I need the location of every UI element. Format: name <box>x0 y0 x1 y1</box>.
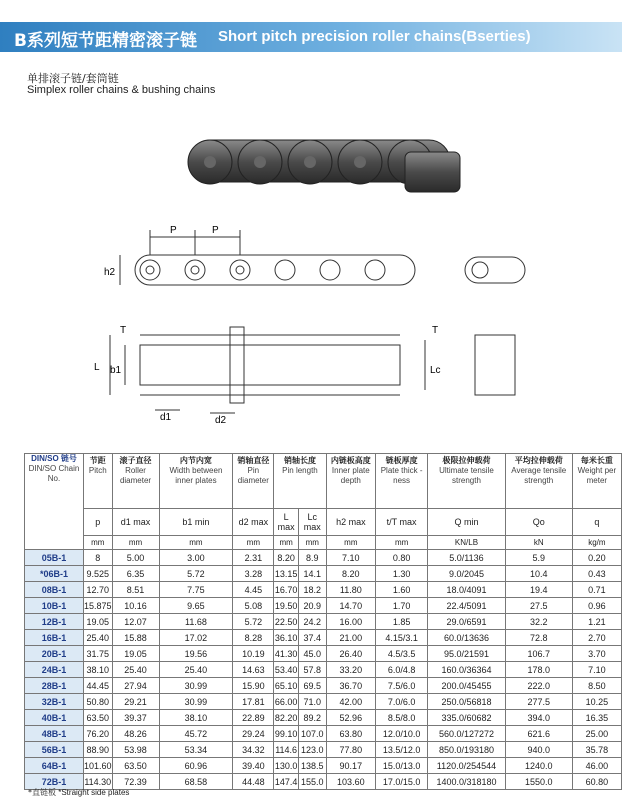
table-cell: 42.00 <box>326 694 375 710</box>
table-cell: 12.0/10.0 <box>376 726 428 742</box>
col-symbol: t/T max <box>376 509 428 536</box>
table-cell: 63.50 <box>112 758 159 774</box>
table-cell: 20.9 <box>298 598 326 614</box>
title-cn: B系列短节距精密滚子链 <box>14 31 197 51</box>
table-cell: 8.28 <box>233 630 274 646</box>
table-cell: 72.8 <box>505 630 572 646</box>
col-header-en: Roller diameter <box>119 466 152 485</box>
col-header-0 <box>84 454 113 509</box>
table-row <box>25 662 622 678</box>
title-banner <box>0 22 622 52</box>
table-cell: 29.24 <box>233 726 274 742</box>
table-cell: 22.50 <box>274 614 299 630</box>
col-symbol: d1 max <box>112 509 159 536</box>
table-row <box>25 678 622 694</box>
table-cell: 25.40 <box>159 662 233 678</box>
table-cell: 14.70 <box>326 598 375 614</box>
table-cell: 26.40 <box>326 646 375 662</box>
table-cell: 114.30 <box>84 774 113 790</box>
table-cell: 90.17 <box>326 758 375 774</box>
label-l: L <box>94 362 100 373</box>
table-cell: 138.5 <box>298 758 326 774</box>
table-cell: 39.40 <box>233 758 274 774</box>
table-cell: 89.2 <box>298 710 326 726</box>
table-row <box>25 630 622 646</box>
subtitle-en: Simplex roller chains & bushing chains <box>27 84 216 96</box>
chain-no-cell: 32B-1 <box>25 694 84 710</box>
table-cell: 7.10 <box>572 662 621 678</box>
col-header-1 <box>112 454 159 509</box>
table-cell: 130.0 <box>274 758 299 774</box>
label-d2: d2 <box>215 415 227 426</box>
din-head-en: DIN/SO Chain No. <box>28 464 80 483</box>
table-cell: 68.58 <box>159 774 233 790</box>
col-header-9 <box>505 454 572 509</box>
table-cell: 1.60 <box>376 582 428 598</box>
col-header-cn: 内节内宽 <box>179 456 212 465</box>
chain-no-cell: 05B-1 <box>25 550 84 566</box>
table-cell: 33.20 <box>326 662 375 678</box>
col-header-3 <box>233 454 274 509</box>
label-p2: P <box>212 225 219 236</box>
table-cell: 14.1 <box>298 566 326 582</box>
table-cell: 44.45 <box>84 678 113 694</box>
col-header-en: Inner plate depth <box>331 466 370 485</box>
table-cell: 7.75 <box>159 582 233 598</box>
table-cell: 1240.0 <box>505 758 572 774</box>
table-cell: 12.07 <box>112 614 159 630</box>
table-cell: 101.60 <box>84 758 113 774</box>
table-cell: 0.80 <box>376 550 428 566</box>
table-cell: 48.26 <box>112 726 159 742</box>
table-cell: 88.90 <box>84 742 113 758</box>
table-cell: 7.5/6.0 <box>376 678 428 694</box>
col-unit: mm <box>233 536 274 550</box>
table-cell: 335.0/60682 <box>428 710 506 726</box>
table-cell: 107.0 <box>298 726 326 742</box>
chain-no-cell: 16B-1 <box>25 630 84 646</box>
table-cell: 63.80 <box>326 726 375 742</box>
title-en: Short pitch precision roller chains(Bserties) <box>218 28 531 45</box>
table-cell: 103.60 <box>326 774 375 790</box>
table-cell: 9.525 <box>84 566 113 582</box>
table-cell: 123.0 <box>298 742 326 758</box>
col-symbol: d2 max <box>233 509 274 536</box>
col-unit: mm <box>326 536 375 550</box>
table-cell: 1.70 <box>376 598 428 614</box>
table-cell: 1120.0/254544 <box>428 758 506 774</box>
table-cell: 65.10 <box>274 678 299 694</box>
col-unit: mm <box>84 536 113 550</box>
col-unit: mm <box>112 536 159 550</box>
table-cell: 19.4 <box>505 582 572 598</box>
subtitle-cn: 单排滚子链/套筒链 <box>27 72 119 85</box>
table-cell: 16.70 <box>274 582 299 598</box>
table-cell: 8.51 <box>112 582 159 598</box>
col-header-cn: 销轴长度 <box>283 456 316 465</box>
col-header-cn: 极限拉伸载荷 <box>442 456 491 465</box>
table-cell: 82.20 <box>274 710 299 726</box>
table-cell: 8.20 <box>274 550 299 566</box>
table-cell: 3.28 <box>233 566 274 582</box>
din-chain-no-header <box>25 454 84 550</box>
table-cell: 8.50 <box>572 678 621 694</box>
chain-no-cell: 48B-1 <box>25 726 84 742</box>
table-cell: 8.5/8.0 <box>376 710 428 726</box>
table-cell: 63.50 <box>84 710 113 726</box>
table-cell: 14.63 <box>233 662 274 678</box>
table-cell: 99.10 <box>274 726 299 742</box>
col-symbol: q <box>572 509 621 536</box>
col-header-en: Pin diameter <box>237 466 269 485</box>
label-b1: b1 <box>110 365 122 376</box>
col-unit: mm <box>274 536 299 550</box>
col-unit: mm <box>298 536 326 550</box>
table-cell: 277.5 <box>505 694 572 710</box>
table-cell: 222.0 <box>505 678 572 694</box>
table-row <box>25 550 622 566</box>
table-row <box>25 566 622 582</box>
table-row <box>25 694 622 710</box>
table-cell: 21.00 <box>326 630 375 646</box>
table-cell: 250.0/56818 <box>428 694 506 710</box>
table-cell: 6.0/4.8 <box>376 662 428 678</box>
col-unit: kN <box>505 536 572 550</box>
table-cell: 2.70 <box>572 630 621 646</box>
table-cell: 36.10 <box>274 630 299 646</box>
table-cell: 24.2 <box>298 614 326 630</box>
col-header-cn: 内链板高度 <box>330 456 371 465</box>
chain-photo <box>180 122 470 212</box>
table-cell: 60.0/13636 <box>428 630 506 646</box>
col-unit: KN/LB <box>428 536 506 550</box>
chain-no-cell: 56B-1 <box>25 742 84 758</box>
table-cell: 4.45 <box>233 582 274 598</box>
table-cell: 60.80 <box>572 774 621 790</box>
table-cell: 5.00 <box>112 550 159 566</box>
col-header-cn: 销轴直径 <box>237 456 270 465</box>
col-header-en: Ultimate tensile strength <box>439 466 494 485</box>
table-cell: 1.30 <box>376 566 428 582</box>
table-cell: 5.0/1136 <box>428 550 506 566</box>
col-header-6 <box>326 454 375 509</box>
table-cell: 30.99 <box>159 694 233 710</box>
col-header-7 <box>376 454 428 509</box>
table-cell: 50.80 <box>84 694 113 710</box>
table-cell: 18.2 <box>298 582 326 598</box>
table-cell: 0.71 <box>572 582 621 598</box>
spec-table <box>24 453 622 790</box>
table-cell: 45.72 <box>159 726 233 742</box>
table-cell: 155.0 <box>298 774 326 790</box>
table-cell: 10.19 <box>233 646 274 662</box>
col-header-cn: 链板厚度 <box>385 456 418 465</box>
table-cell: 394.0 <box>505 710 572 726</box>
chain-no-cell: *06B-1 <box>25 566 84 582</box>
table-cell: 39.37 <box>112 710 159 726</box>
table-cell: 850.0/193180 <box>428 742 506 758</box>
table-cell: 10.16 <box>112 598 159 614</box>
col-symbol: Qo <box>505 509 572 536</box>
table-cell: 1.21 <box>572 614 621 630</box>
table-cell: 19.05 <box>84 614 113 630</box>
col-header-cn: 平均拉伸载荷 <box>514 456 563 465</box>
table-cell: 25.40 <box>112 662 159 678</box>
table-cell: 27.94 <box>112 678 159 694</box>
table-cell: 11.68 <box>159 614 233 630</box>
col-header-8 <box>428 454 506 509</box>
table-row <box>25 598 622 614</box>
table-cell: 72.39 <box>112 774 159 790</box>
table-row <box>25 710 622 726</box>
label-h2: h2 <box>104 267 116 278</box>
table-cell: 69.5 <box>298 678 326 694</box>
table-cell: 12.70 <box>84 582 113 598</box>
table-cell: 4.15/3.1 <box>376 630 428 646</box>
table-cell: 29.21 <box>112 694 159 710</box>
table-row <box>25 758 622 774</box>
label-p: P <box>170 225 177 236</box>
table-cell: 46.00 <box>572 758 621 774</box>
table-cell: 77.80 <box>326 742 375 758</box>
chain-no-cell: 24B-1 <box>25 662 84 678</box>
footnote <box>28 787 129 798</box>
footnote-cn: *直链板 <box>28 788 56 797</box>
table-cell: 8 <box>84 550 113 566</box>
table-cell: 37.4 <box>298 630 326 646</box>
col-header-en: Weight per meter <box>577 466 617 485</box>
col-symbol: h2 max <box>326 509 375 536</box>
table-cell: 15.875 <box>84 598 113 614</box>
table-row <box>25 726 622 742</box>
table-cell: 3.70 <box>572 646 621 662</box>
table-cell: 16.00 <box>326 614 375 630</box>
col-symbol: b1 min <box>159 509 233 536</box>
chain-no-cell: 72B-1 <box>25 774 84 790</box>
table-cell: 2.31 <box>233 550 274 566</box>
table-cell: 1400.0/318180 <box>428 774 506 790</box>
table-cell: 53.34 <box>159 742 233 758</box>
table-cell: 17.0/15.0 <box>376 774 428 790</box>
table-cell: 76.20 <box>84 726 113 742</box>
chain-no-cell: 64B-1 <box>25 758 84 774</box>
table-cell: 36.70 <box>326 678 375 694</box>
table-cell: 38.10 <box>84 662 113 678</box>
table-cell: 9.0/2045 <box>428 566 506 582</box>
table-cell: 30.99 <box>159 678 233 694</box>
label-d1: d1 <box>160 412 172 423</box>
table-cell: 106.7 <box>505 646 572 662</box>
chain-no-cell: 28B-1 <box>25 678 84 694</box>
col-header-en: Plate thick -ness <box>380 466 423 485</box>
table-cell: 31.75 <box>84 646 113 662</box>
table-cell: 5.9 <box>505 550 572 566</box>
chain-no-cell: 10B-1 <box>25 598 84 614</box>
col-header-cn: 滚子直径 <box>119 456 152 465</box>
table-cell: 5.08 <box>233 598 274 614</box>
col-unit: kg/m <box>572 536 621 550</box>
table-cell: 1550.0 <box>505 774 572 790</box>
table-cell: 17.02 <box>159 630 233 646</box>
table-cell: 5.72 <box>159 566 233 582</box>
table-cell: 95.0/21591 <box>428 646 506 662</box>
col-header-en: Pitch <box>88 466 107 475</box>
table-cell: 147.4 <box>274 774 299 790</box>
table-row <box>25 742 622 758</box>
chain-no-cell: 40B-1 <box>25 710 84 726</box>
col-symbol: L max <box>274 509 299 536</box>
col-header-2 <box>159 454 233 509</box>
col-header-en: Pin length <box>282 466 318 475</box>
table-cell: 57.8 <box>298 662 326 678</box>
table-cell: 200.0/45455 <box>428 678 506 694</box>
col-symbol: p <box>84 509 113 536</box>
table-cell: 22.89 <box>233 710 274 726</box>
col-header-4 <box>274 454 326 509</box>
table-cell: 114.6 <box>274 742 299 758</box>
chain-drawing <box>80 215 560 430</box>
col-header-10 <box>572 454 621 509</box>
table-cell: 1.85 <box>376 614 428 630</box>
col-header-cn: 每米长重 <box>580 456 613 465</box>
table-cell: 19.50 <box>274 598 299 614</box>
col-unit: mm <box>376 536 428 550</box>
table-cell: 15.90 <box>233 678 274 694</box>
table-cell: 6.35 <box>112 566 159 582</box>
col-symbol: Q min <box>428 509 506 536</box>
table-cell: 621.6 <box>505 726 572 742</box>
table-cell: 66.00 <box>274 694 299 710</box>
label-lc: Lc <box>430 365 441 376</box>
table-cell: 18.0/4091 <box>428 582 506 598</box>
table-cell: 35.78 <box>572 742 621 758</box>
table-row <box>25 582 622 598</box>
table-cell: 0.43 <box>572 566 621 582</box>
table-cell: 53.98 <box>112 742 159 758</box>
table-cell: 10.25 <box>572 694 621 710</box>
table-cell: 32.2 <box>505 614 572 630</box>
table-cell: 60.96 <box>159 758 233 774</box>
table-cell: 940.0 <box>505 742 572 758</box>
table-cell: 52.96 <box>326 710 375 726</box>
chain-no-cell: 12B-1 <box>25 614 84 630</box>
col-header-cn: 节距 <box>89 456 106 465</box>
table-row <box>25 614 622 630</box>
table-cell: 34.32 <box>233 742 274 758</box>
table-cell: 53.40 <box>274 662 299 678</box>
table-cell: 19.05 <box>112 646 159 662</box>
col-symbol: Lc max <box>298 509 326 536</box>
table-cell: 25.40 <box>84 630 113 646</box>
table-cell: 8.9 <box>298 550 326 566</box>
table-cell: 560.0/127272 <box>428 726 506 742</box>
table-cell: 29.0/6591 <box>428 614 506 630</box>
chain-no-cell: 20B-1 <box>25 646 84 662</box>
table-cell: 8.20 <box>326 566 375 582</box>
table-cell: 9.65 <box>159 598 233 614</box>
label-t2: T <box>432 325 439 336</box>
table-cell: 0.20 <box>572 550 621 566</box>
footnote-en: *Straight side plates <box>58 788 130 797</box>
table-cell: 71.0 <box>298 694 326 710</box>
col-header-en: Width between inner plates <box>169 466 223 485</box>
table-cell: 160.0/36364 <box>428 662 506 678</box>
table-cell: 19.56 <box>159 646 233 662</box>
table-cell: 38.10 <box>159 710 233 726</box>
table-row <box>25 646 622 662</box>
col-unit: mm <box>159 536 233 550</box>
table-cell: 7.10 <box>326 550 375 566</box>
table-cell: 178.0 <box>505 662 572 678</box>
table-cell: 15.88 <box>112 630 159 646</box>
chain-no-cell: 08B-1 <box>25 582 84 598</box>
col-header-en: Average tensile strength <box>511 466 567 485</box>
table-cell: 4.5/3.5 <box>376 646 428 662</box>
table-cell: 0.96 <box>572 598 621 614</box>
table-cell: 11.80 <box>326 582 375 598</box>
table-cell: 13.15 <box>274 566 299 582</box>
table-cell: 13.5/12.0 <box>376 742 428 758</box>
table-cell: 16.35 <box>572 710 621 726</box>
din-head-cn: DIN/SO 链号 <box>31 454 77 463</box>
table-cell: 27.5 <box>505 598 572 614</box>
table-cell: 5.72 <box>233 614 274 630</box>
table-cell: 3.00 <box>159 550 233 566</box>
table-cell: 15.0/13.0 <box>376 758 428 774</box>
table-cell: 45.0 <box>298 646 326 662</box>
table-cell: 22.4/5091 <box>428 598 506 614</box>
table-cell: 44.48 <box>233 774 274 790</box>
table-cell: 41.30 <box>274 646 299 662</box>
table-cell: 17.81 <box>233 694 274 710</box>
table-cell: 7.0/6.0 <box>376 694 428 710</box>
table-cell: 10.4 <box>505 566 572 582</box>
table-cell: 25.00 <box>572 726 621 742</box>
label-t: T <box>120 325 127 336</box>
